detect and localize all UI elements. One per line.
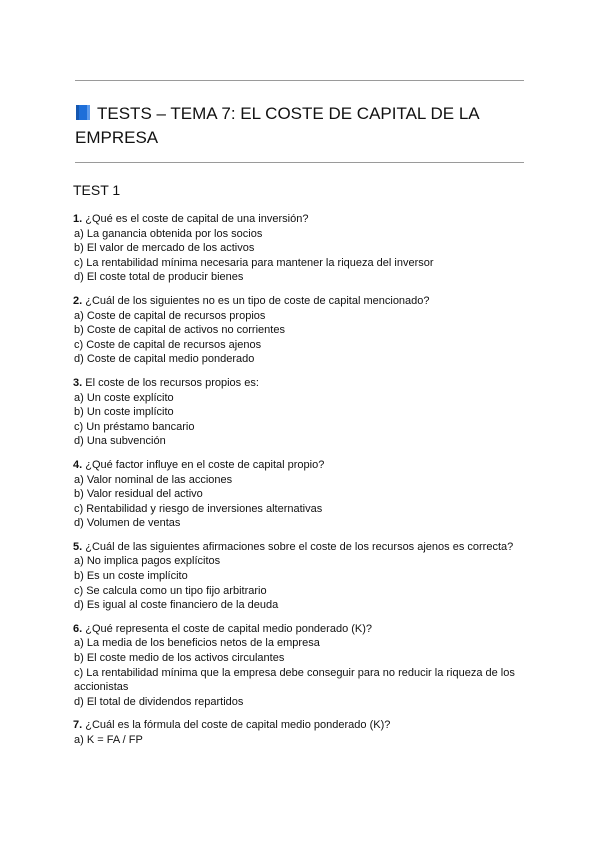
answer-option: c) Coste de capital de recursos ajenos (74, 338, 262, 351)
question-number: 6. (73, 622, 83, 635)
answer-option: a) La media de los beneficios netos de la empresa (74, 637, 320, 650)
question-item (73, 376, 533, 449)
question-number: 1. (73, 213, 83, 225)
question-list (73, 212, 533, 757)
answer-option: a) Coste de capital de recursos propios (74, 309, 266, 322)
answer-option: b) Es un coste implícito (74, 570, 188, 583)
answer-option: b) El valor de mercado de los activos (74, 242, 255, 255)
question-number: 2. (73, 294, 83, 307)
answer-option: a) K = FA / FP (74, 734, 143, 746)
question-text: El coste de los recursos propios es: (82, 376, 259, 389)
question-item (73, 540, 533, 613)
question-stem (73, 718, 533, 733)
question-number: 3. (73, 376, 83, 389)
page-title (75, 102, 515, 150)
question-stem (73, 540, 533, 555)
answer-option: a) Un coste explícito (74, 391, 174, 404)
question-stem (73, 294, 533, 309)
answer-option: c) Rentabilidad y riesgo de inversiones alternativas (74, 502, 323, 515)
answer-option: c) Se calcula como un tipo fijo arbitrario (74, 584, 267, 597)
question-text: ¿Cuál de los siguientes no es un tipo de coste de capital mencionado? (82, 294, 430, 307)
top-divider (75, 80, 524, 81)
answer-option: b) El coste medio de los activos circulantes (74, 652, 285, 665)
question-text: ¿Cuál es la fórmula del coste de capital medio ponderado (K)? (82, 719, 391, 732)
question-stem (73, 458, 533, 473)
question-number: 7. (73, 719, 83, 732)
page-title-text: TESTS – TEMA 7: EL COSTE DE CAPITAL DE LA EMPRESA (75, 104, 479, 147)
answer-option: a) La ganancia obtenida por los socios (74, 227, 263, 240)
answer-option: b) Un coste implícito (74, 406, 174, 419)
answer-option: d) Volumen de ventas (74, 517, 181, 530)
answer-option: d) El coste total de producir bienes (74, 271, 244, 284)
title-divider (75, 162, 524, 163)
question-text: ¿Qué representa el coste de capital medio ponderado (K)? (82, 622, 373, 635)
question-item (73, 718, 533, 747)
question-number: 4. (73, 458, 83, 471)
question-item (73, 458, 533, 531)
question-item (73, 294, 533, 367)
answer-option: c) La rentabilidad mínima que la empresa debe conseguir para no reducir la riqueza de los accionistas (74, 666, 515, 694)
answer-option: d) Coste de capital medio ponderado (74, 353, 255, 366)
answer-option: d) Una subvención (74, 435, 166, 448)
section-heading: TEST 1 (73, 182, 121, 198)
answer-option: b) Valor residual del activo (74, 488, 203, 501)
question-stem (73, 212, 533, 227)
question-stem (73, 376, 533, 391)
answer-option: b) Coste de capital de activos no corrientes (74, 324, 285, 337)
question-item (73, 622, 533, 710)
question-number: 5. (73, 540, 83, 553)
answer-option: c) Un préstamo bancario (74, 420, 195, 433)
question-text: ¿Qué factor influye en el coste de capital propio? (82, 458, 325, 471)
answer-option: a) Valor nominal de las acciones (74, 473, 233, 486)
question-item (73, 212, 533, 285)
answer-option: d) El total de dividendos repartidos (74, 695, 244, 708)
question-text: ¿Qué es el coste de capital de una inversión? (82, 213, 309, 225)
question-stem (73, 622, 533, 637)
answer-option: c) La rentabilidad mínima necesaria para mantener la riqueza del inversor (74, 256, 434, 269)
question-text: ¿Cuál de las siguientes afirmaciones sobre el coste de los recursos ajenos es correcta? (82, 540, 514, 553)
answer-option: d) Es igual al coste financiero de la deuda (74, 599, 279, 612)
book-icon (75, 104, 91, 121)
answer-option: a) No implica pagos explícitos (74, 555, 221, 568)
